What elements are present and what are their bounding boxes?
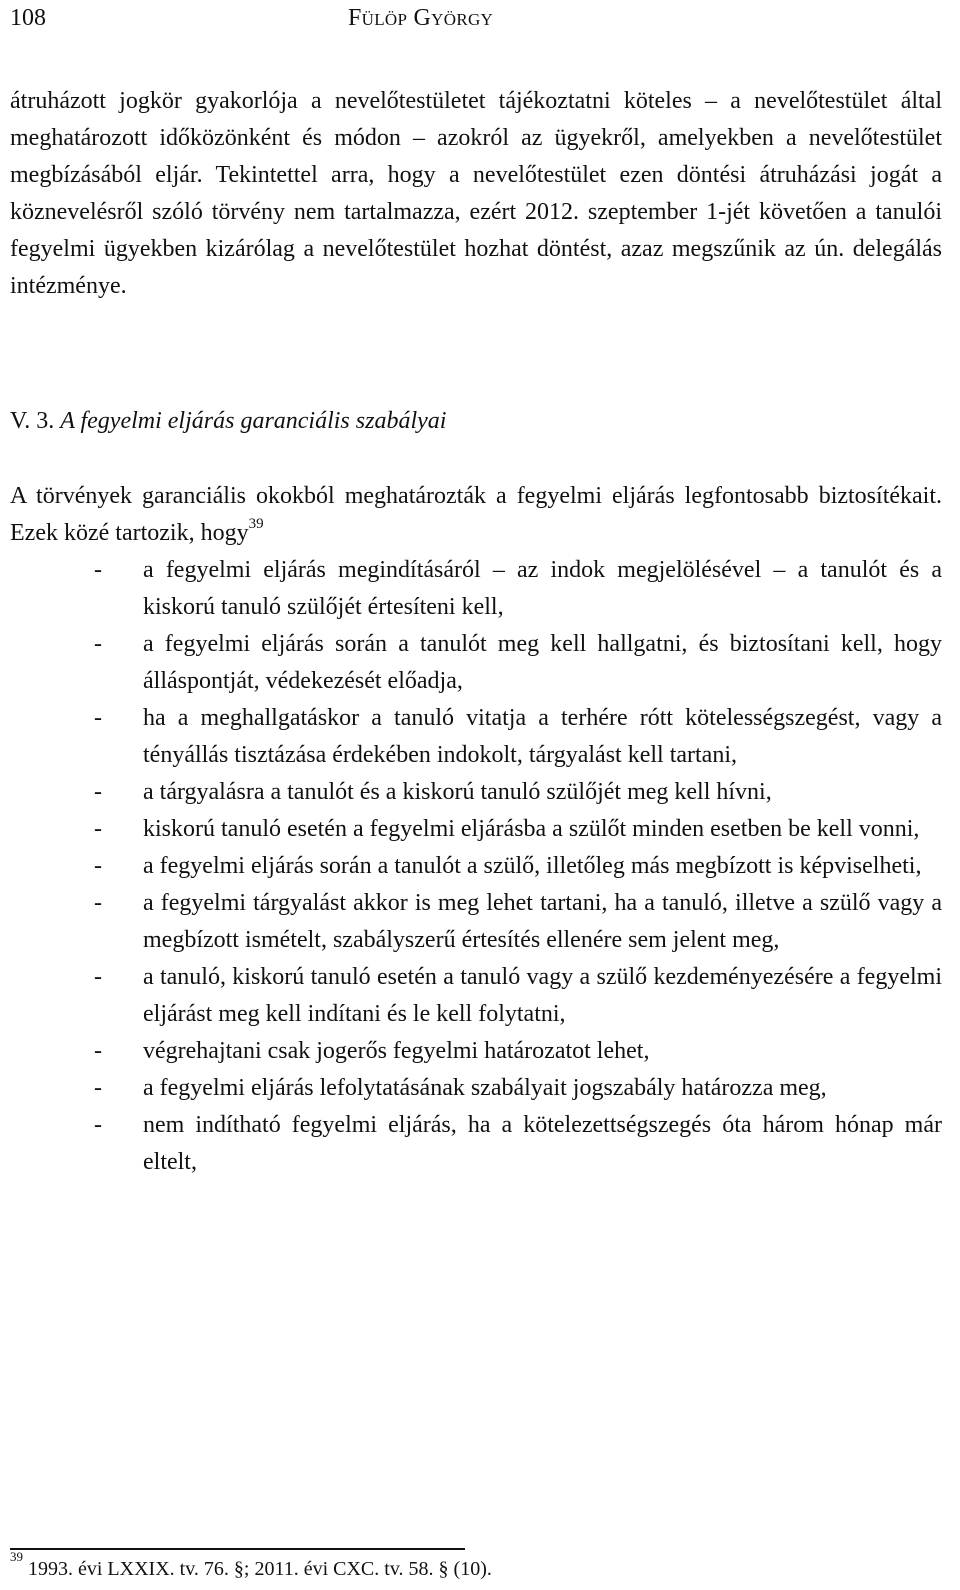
list-item — [10, 811, 942, 848]
list-item — [10, 885, 942, 959]
list-item-text: végrehajtani csak jogerős fegyelmi határozatot lehet, — [143, 1038, 650, 1064]
dash-bullet: - — [94, 890, 102, 916]
footnote-reference[interactable]: 39 — [248, 516, 264, 532]
section-title: A fegyelmi eljárás garanciális szabályai — [60, 408, 447, 434]
dash-bullet: - — [94, 816, 102, 842]
list-item — [10, 774, 942, 811]
list-item-text: a fegyelmi tárgyalást akkor is meg lehet tartani, ha a tanuló, illetve a szülő vagy a megbízott ismételt, szabályszerű értesítés ellenére sem jelent meg, — [143, 890, 942, 953]
guarantee-list — [10, 552, 942, 1181]
list-item — [10, 1070, 942, 1107]
list-item-text: a fegyelmi eljárás során a tanulót a szülő, illetőleg más megbízott is képviselheti, — [143, 853, 922, 879]
list-item-text: a fegyelmi eljárás lefolytatásának szabályait jogszabály határozza meg, — [143, 1075, 827, 1101]
intro-paragraph: átruházott jogkör gyakorlója a nevelőtestületet tájékoztatni köteles – a nevelőtestület által meghatározott időközönként és módon – azokról az ügyekről, amelyekben a nevelőtestület megbízásából eljár. Tekintettel arra, hogy a nevelőtestület ezen döntési átruházási jogát a köznevelésről szóló törvény nem tartalmazza, ezért 2012. szeptember 1-jét követően a tanulói fegyelmi ügyekben kizárólag a nevelőtestület hozhat döntést, azaz megszűnik az ún. delegálás intézménye. — [10, 88, 942, 299]
dash-bullet: - — [94, 779, 102, 805]
page-number: 108 — [10, 5, 46, 31]
dash-bullet: - — [94, 1112, 102, 1138]
footnote-number: 39 — [10, 1549, 23, 1565]
footnote-divider — [10, 1548, 465, 1550]
footnote — [10, 1549, 492, 1584]
list-item — [10, 1033, 942, 1070]
running-header — [10, 4, 950, 44]
footnote-text: 1993. évi LXXIX. tv. 76. §; 2011. évi CXC. tv. 58. § (10). — [28, 1558, 492, 1580]
dash-bullet: - — [94, 1038, 102, 1064]
list-item — [10, 700, 942, 774]
section-heading — [10, 403, 446, 440]
list-item-text: a tanuló, kiskorú tanuló esetén a tanuló vagy a szülő kezdeményezésére a fegyelmi eljárást meg kell indítani és le kell folytatni, — [143, 964, 942, 1027]
list-item-text: kiskorú tanuló esetén a fegyelmi eljárásba a szülőt minden esetben be kell vonni, — [143, 816, 920, 842]
list-item-text: nem indítható fegyelmi eljárás, ha a kötelezettségszegés óta három hónap már eltelt, — [143, 1112, 942, 1175]
dash-bullet: - — [94, 853, 102, 879]
dash-bullet: - — [94, 705, 102, 731]
dash-bullet: - — [94, 631, 102, 657]
list-item-text: a fegyelmi eljárás során a tanulót meg kell hallgatni, és biztosítani kell, hogy álláspontját, védekezését előadja, — [143, 631, 942, 694]
dash-bullet: - — [94, 557, 102, 583]
dash-bullet: - — [94, 964, 102, 990]
list-item — [10, 959, 942, 1033]
section-number: V. 3. — [10, 408, 55, 434]
list-item — [10, 626, 942, 700]
list-item-text: ha a meghallgatáskor a tanuló vitatja a terhére rótt kötelességszegést, vagy a tényállás tisztázása érdekében indokolt, tárgyalást kell tartani, — [143, 705, 942, 768]
dash-bullet: - — [94, 1075, 102, 1101]
list-item-text: a tárgyalásra a tanulót és a kiskorú tanuló szülőjét meg kell hívni, — [143, 779, 772, 805]
lead-text: A törvények garanciális okokból meghatározták a fegyelmi eljárás legfontosabb biztosítékait. Ezek közé tartozik, hogy — [10, 483, 942, 546]
list-item — [10, 848, 942, 885]
lead-paragraph — [10, 478, 942, 552]
list-item-text: a fegyelmi eljárás megindításáról – az indok megjelölésével – a tanulót és a kiskorú tanuló szülőjét értesíteni kell, — [143, 557, 942, 620]
list-item — [10, 1107, 942, 1181]
list-item — [10, 552, 942, 626]
running-author: Fülöp György — [348, 5, 494, 31]
